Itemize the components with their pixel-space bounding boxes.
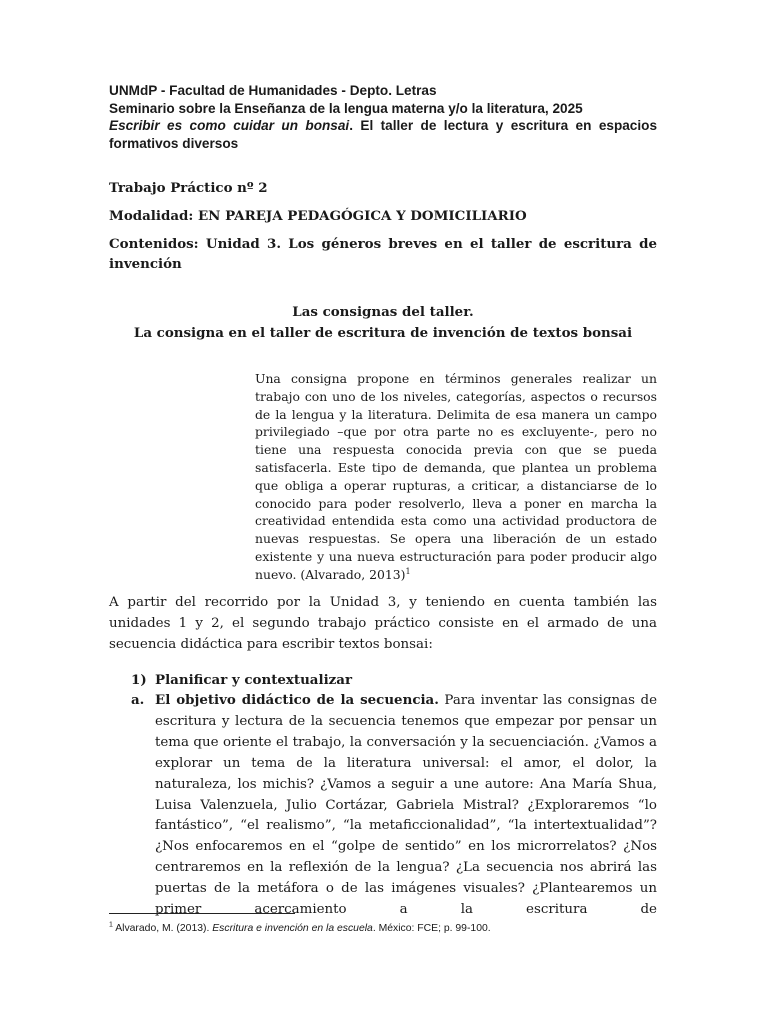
section-title-line2: La consigna en el taller de escritura de invención de textos bonsai [133,325,633,341]
header-course-title-italic: Escribir es como cuidar un bonsai [109,118,350,133]
list-item-1-text: Planificar y contextualizar [155,672,352,688]
footnote-separator [109,913,295,914]
quote-footnote-mark: 1 [405,566,411,576]
footnote-book-title: Escritura e invención en la escuela [212,923,373,934]
intro-paragraph: A partir del recorrido por la Unidad 3, y teniendo en cuenta también las unidades 1 y 2, el segundo trabajo práctico consiste en el armado de una secuencia didáctica para escribir textos bonsai: [109,595,657,652]
block-quote [255,370,657,584]
footnote [109,922,657,936]
header-seminar: Seminario sobre la Enseñanza de la lengua materna y/o la literatura, 2025 [109,100,583,116]
header-course-title [109,117,657,152]
list-item-a-text: Para inventar las consignas de escritura y lectura de la secuencia tenemos que empezar por pensar un tema que oriente el trabajo, la conversación y la secuenciación. ¿Vamos a explorar un tema de la literatura universal: el amor, el dolor, la naturaleza, los michis? ¿Vamos a seguir a une autore: Ana María Shua, Luisa Valenzuela, Julio Cortázar, Gabriela Mistral? ¿Exploraremos “lo fantástico”, “el realismo”, “la metaficcionalidad”, “la intertextualidad”? ¿Nos enfocaremos en el “golpe de sentido” en los microrrelatos? ¿Nos centraremos en la reflexión de la lengua? ¿La secuencia nos abrirá las puertas de la metáfora o de las imágenes visuales? ¿Plantearemos un primer acercamiento a la escritura de [155,693,657,918]
footnote-mark: 1 [109,921,113,929]
contenidos: Contenidos: Unidad 3. Los géneros breves en el taller de escritura de invención [109,236,657,272]
document-header [109,82,657,152]
section-title [109,302,657,344]
modalidad: Modalidad: EN PAREJA PEDAGÓGICA Y DOMICILIARIO [109,208,527,224]
list-item-a [131,690,657,921]
list-item-a-body [155,690,657,921]
footnote-post: . México: FCE; p. 99-100. [372,923,491,934]
list-item-a-label: a. [131,692,145,708]
header-institution: UNMdP - Facultad de Humanidades - Depto. Letras [109,83,437,98]
section-title-line1: Las consignas del taller. [292,304,474,320]
list-item-1-label: 1) [131,672,147,688]
footnote-pre: Alvarado, M. (2013). [112,923,213,934]
header-course-title-rest: . El taller de lectura y escritura en espacios formativos diversos [109,118,658,151]
list-item-1 [131,670,352,690]
tp-title: Trabajo Práctico nº 2 [109,180,268,196]
list-item-a-heading: El objetivo didáctico de la secuencia. [155,692,439,708]
quote-text: Una consigna propone en términos generales realizar un trabajo con uno de los niveles, categorías, aspectos o recursos de la lengua y la literatura. Delimita de esa manera un campo privilegiado –que por otra parte no es excluyente-, pero no tiene una respuesta conocida previa con que se pueda satisfacerla. Este tipo de demanda, que plantea un problema que obliga a operar rupturas, a criticar, a distanciarse de lo conocido para poder resolverlo, lleva a poner en marcha la creatividad entendida esta como una actividad productora de nuevas respuestas. Se opera una liberación de un estado existente y una nueva estructuración para poder producir algo nuevo. (Alvarado, 2013) [255,371,657,582]
